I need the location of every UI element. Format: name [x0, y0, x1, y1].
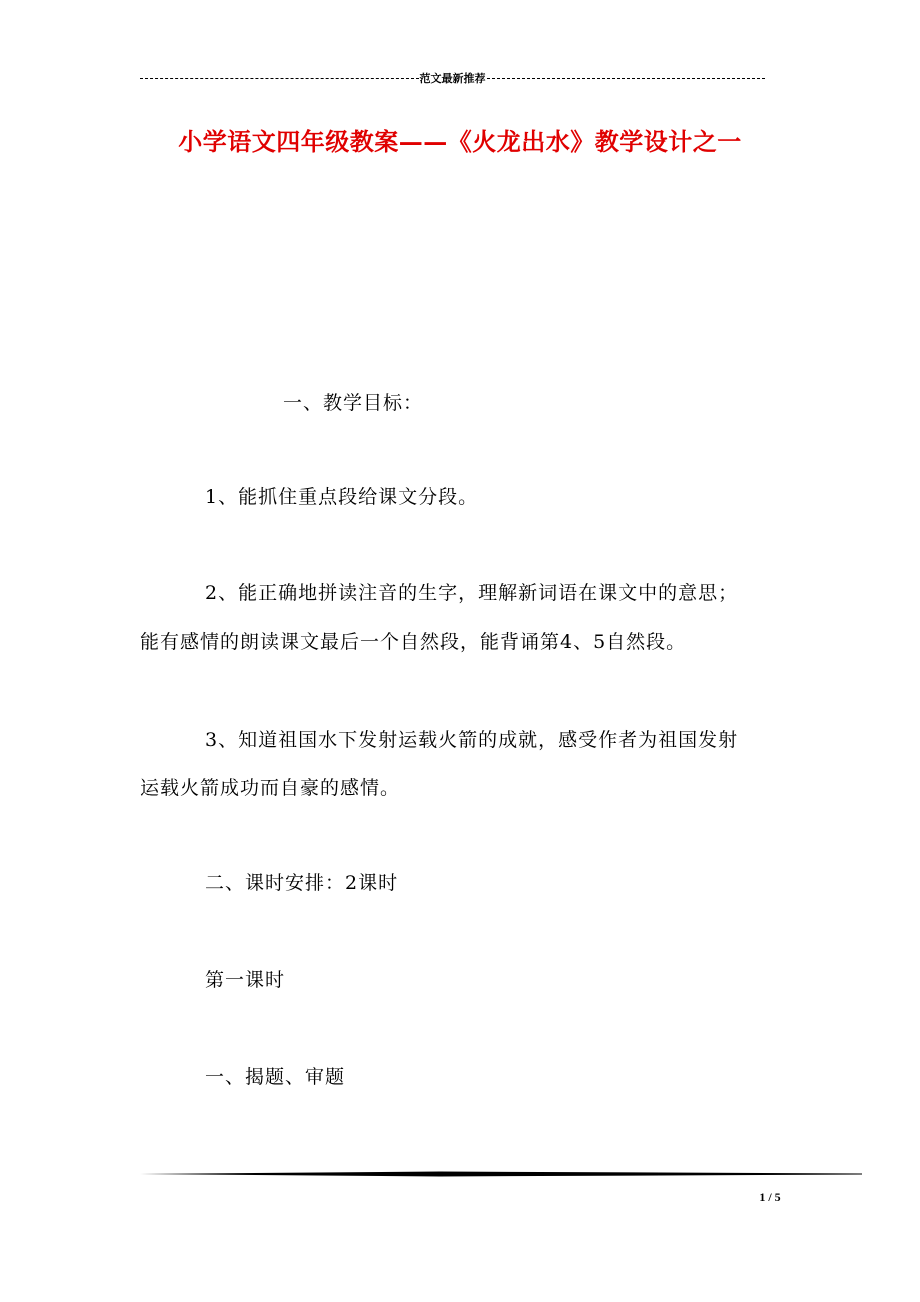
header-dash-right [487, 78, 766, 79]
page-header [140, 68, 765, 88]
header-label: 范文最新推荐 [419, 72, 486, 85]
paragraph-objective-3-line2: 运载火箭成功而自豪的感情。 [140, 777, 401, 799]
footer-rule [140, 1170, 862, 1178]
paragraph-objectives-heading: 一、教学目标： [283, 392, 424, 414]
paragraph-reveal-title: 一、揭题、审题 [205, 1066, 346, 1088]
header-dash-left [140, 78, 419, 79]
document-title: 小学语文四年级教案——《火龙出水》教学设计之一 [178, 127, 742, 156]
paragraph-objective-2-line1: 2、能正确地拼读注音的生字，理解新词语在课文中的意思； [205, 582, 739, 604]
paragraph-objective-3-line1: 3、知道祖国水下发射运载火箭的成就，感受作者为祖国发射 [205, 729, 739, 751]
paragraph-schedule: 二、课时安排：2课时 [205, 872, 399, 894]
paragraph-lesson-one: 第一课时 [205, 969, 286, 991]
paragraph-objective-2-line2: 能有感情的朗读课文最后一个自然段，能背诵第4、5自然段。 [140, 631, 687, 653]
paragraph-objective-1: 1、能抓住重点段给课文分段。 [205, 486, 479, 508]
page-number: 1 / 5 [759, 1190, 781, 1204]
